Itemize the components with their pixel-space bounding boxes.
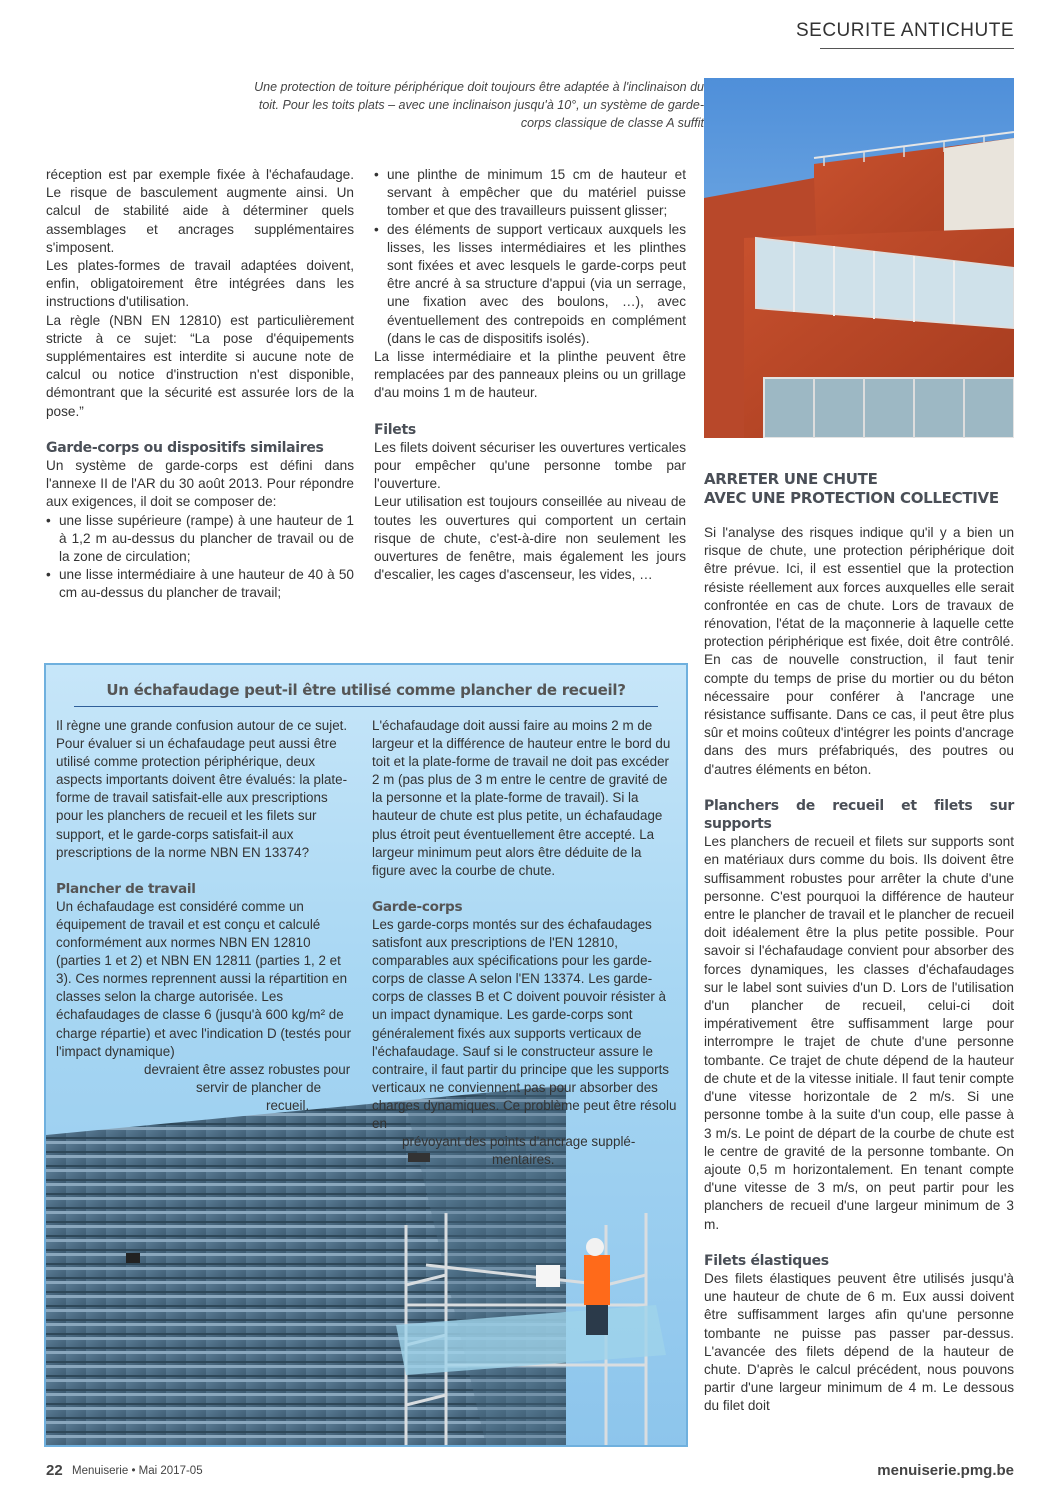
main-heading-line2: AVEC UNE PROTECTION COLLECTIVE [704, 489, 999, 507]
heading-filets-elastiques: Filets élastiques [704, 1252, 829, 1269]
building-photo [704, 78, 1014, 438]
list-item: • une lisse intermédiaire à une hauteur de 40 à 50 cm au-dessus du plancher de travail; [46, 566, 354, 602]
paragraph: Les plates-formes de travail adaptées doivent, enfin, obligatoirement être intégrées dans les instructions d'utilisation. [46, 258, 354, 310]
page-number: 22 [46, 1462, 63, 1479]
paragraph-end: prévoyant des points d'ancrage supplé- [402, 1134, 636, 1150]
paragraph: Des filets élastiques peuvent être utilisés jusqu'à une hauteur de chute de 6 m. Eux aussi doivent être suffisamment larges afin qu'une personne tombante ne puisse pas passer par-dessus. L'avancée des filets dépend de la hauteur de chute. D'après le calcul précédent, nous pouvons partir d'une largeur minimum de 4 m. Le dessous du filet doit [704, 1270, 1014, 1414]
paragraph: Il règne une grande confusion autour de ce sujet. Pour évaluer si un échafaudage peut aussi être utilisé comme protection périphérique, deux aspects importants doivent être évalués: la plate-forme de travail satisfait-elle aux prescriptions pour les planchers de recueil et les filets sur support, et le garde-corps satisfait-il aux prescriptions de la norme NBN EN 13374? [56, 718, 348, 860]
box-column-left [56, 717, 352, 1115]
bullet-list [374, 166, 686, 348]
main-heading-line1: ARRETER UNE CHUTE [704, 470, 878, 488]
paragraph: Un échafaudage est considéré comme un équipement de travail et est conçu et calculé conformément aux normes NBN EN 12810 (parties 1 et 2) et NBN EN 12811 (parties 1, 2 et 3). Ces normes reprennent aussi la répartition en classes selon la charge autorisée. Les échafaudages de classe 6 (jusqu'à 600 kg/m² de charge répartie) et avec l'indication D (testés pour l'impact dynamique) [56, 898, 352, 1059]
column-3 [704, 470, 1014, 1416]
paragraph: réception est par exemple fixée à l'échafaudage. Le risque de basculement augmente ainsi. Un calcul de stabilité aide à déterminer quels assemblages et ancrages supplémentaires s'imposent. [46, 167, 354, 255]
heading-filets: Filets [374, 421, 416, 438]
box-column-right [372, 717, 678, 1169]
list-item: • des éléments de support verticaux auxquels les lisses, les lisses intermédiaires et les plinthes sont fixées et avec lesquels le garde-corps peut être ancré à sa structure d'appui (via un serrage, une fixation avec des boulons, …), avec éventuellement des contrepoids en complément (dans le cas de dispositifs isolés). [374, 221, 686, 348]
paragraph: La lisse intermédiaire et la plinthe peuvent être remplacées par des panneaux pleins ou un grillage d'au moins 1 m de hauteur. [374, 349, 686, 401]
paragraph-end: mentaires. [492, 1152, 555, 1168]
paragraph: Les filets doivent sécuriser les ouvertures verticales pour empêcher qu'une personne tombe par l'ouverture. [374, 439, 686, 492]
paragraph-end: devraient être assez robustes pour [144, 1061, 351, 1077]
paragraph: Si l'analyse des risques indique qu'il y a bien un risque de chute, une protection périphérique doit être prévue. Ici, il est essentiel que la protection résiste réellement aux forces auxquelles elle serait confrontée en cas de chute. Lors de travaux de rénovation, l'état de la maçonnerie à laquelle cette protection périphérique est fixée, doit être contrôlé. En cas de nouvelle construction, il faut tenir compte du temps de prise du mortier ou du béton nécessaire pour conférer à l'ancrage une résistance suffisante. Dans ce cas, il peut être plus sûr et moins coûteux d'intégrer les points d'ancrage dans des murs préfabriqués, des poutres ou d'autres éléments en béton. [704, 525, 1014, 777]
photo-caption: Une protection de toiture périphérique doit toujours être adaptée à l'inclinaison du toit. Pour les toits plats – avec une inclinaison jusqu'à 10°, un système de garde-corps classique de classe A suffit [254, 80, 704, 130]
list-item: • une lisse supérieure (rampe) à une hauteur de 1 à 1,2 m au-dessus du plancher de travail ou de la zone de circulation; [46, 512, 354, 567]
heading-garde-corps: Garde-corps ou dispositifs similaires [46, 439, 324, 456]
heading-planchers: Planchers de recueil et filets sur supports [704, 797, 1014, 833]
paragraph: Les garde-corps montés sur des échafaudages satisfont aux prescriptions de l'EN 12810, comparables aux spécifications pour les garde-corps de classe A selon l'EN 13374. Les garde-corps de classes B et C doivent pouvoir résister à un impact dynamique. Les garde-corps sont généralement fixés aux supports verticaux de l'échafaudage. Sauf si le constructeur assure le contraire, il faut partir du principe que les supports verticaux ne conviennent pas pour absorber des charges dynamiques. Ce problème peut être résolu en [372, 916, 677, 1131]
bullet-list [46, 512, 354, 603]
magazine-name: Menuiserie • Mai 2017-05 [72, 1465, 203, 1477]
paragraph: La règle (NBN EN 12810) est particulièrement stricte à ce sujet: “La pose d'équipements supplémentaires est interdite si aucune note de calcul ou notice d'instruction n'est disponible, démontrant que la sécurité est assurée lors de la pose.” [46, 312, 354, 419]
paragraph: Leur utilisation est toujours conseillée au niveau de toutes les ouvertures qui comportent un certain risque de chute, c'est-à-dire non seulement les ouvertures de fenêtre, mais également les jours d'escalier, les cages d'ascenseur, les vides, … [374, 494, 686, 583]
section-title: SECURITE ANTICHUTE [795, 20, 1014, 41]
list-item: • une plinthe de minimum 15 cm de hauteur et servant à empêcher que du matériel puisse tomber et que des travailleurs puissent glisser; [374, 166, 686, 221]
heading-garde-corps-box: Garde-corps [372, 898, 463, 915]
paragraph-end: recueil. [266, 1097, 310, 1113]
column-1 [46, 166, 354, 603]
sidebar-box [44, 663, 688, 1447]
paragraph-end: servir de plancher de [196, 1079, 322, 1095]
heading-plancher-de-travail: Plancher de travail [56, 880, 196, 897]
paragraph: Les planchers de recueil et filets sur supports sont en matériaux durs comme du bois. Ils doivent être suffisamment robustes pour arrêter la chute d'une personne. C'est pourquoi la différence de hauteur entre le plancher de travail et le plancher de recueil doit idéalement être la plus petite possible. Pour savoir si l'échafaudage convient pour absorber des forces dynamiques, les classes d'échafaudages sur le label sont suivies d'un D. Lors de l'utilisation d'un plancher de recueil, celui-ci doit impérativement être suffisamment large pour interrompre le trajet de chute d'une personne tombante. Ce trajet de chute dépend de la hauteur de chute et de la vitesse initiale. Il faut tenir compte d'une vitesse horizontale de 2 m/s. Si une personne tombe à la suite d'un coup, elle passe à 3 m/s. Le point de départ de la courbe de chute est le centre de gravité de la personne tombante. On ajoute 0,5 m horizontalement. En tenant compte d'une vitesse de 3 m/s, on peut partir pour les planchers de recueil d'une largeur minimum de 3 m. [704, 834, 1014, 1232]
box-title-rule [74, 706, 658, 707]
column-2 [374, 166, 686, 584]
section-rule [820, 48, 1014, 49]
footer-url[interactable]: menuiserie.pmg.be [877, 1462, 1014, 1479]
paragraph: Un système de garde-corps est défini dans l'annexe II de l'AR du 30 août 2013. Pour répondre aux exigences, il doit se composer de: [46, 458, 354, 510]
paragraph: L'échafaudage doit aussi faire au moins 2 m de largeur et la différence de hauteur entre le bord du toit et la plate-forme de travail ne doit pas excéder 2 m (pas plus de 3 m entre le centre de gravité de la personne et la plate-forme de travail). Si la hauteur de chute est plus petite, un échafaudage plus étroit peut éventuellement être accepté. La largeur minimum peut alors être déduite de la figure avec la courbe de chute. [372, 718, 671, 878]
box-title: Un échafaudage peut-il être utilisé comme plancher de recueil? [106, 681, 626, 699]
